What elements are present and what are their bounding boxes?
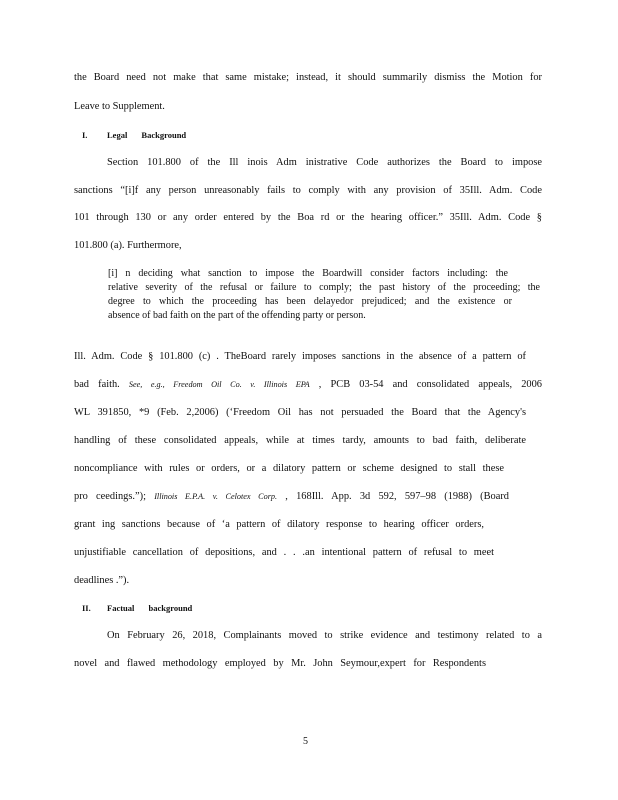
paragraph-line: Section 101.800 of the Ill inois Adm inistrative Code authorizes the Board to impose — [107, 157, 542, 168]
paragraph-text: pro ceedings.”); — [74, 491, 146, 502]
paragraph-line — [74, 379, 542, 390]
block-quote-line: degree to which the proceeding has been delayedor prejudiced; and the existence or — [108, 296, 512, 307]
section-heading: Legal Background — [107, 130, 187, 140]
block-quote-line: absence of bad faith on the part of the offending party or person. — [108, 310, 366, 321]
paragraph-line: Leave to Supplement. — [74, 101, 165, 112]
paragraph-line: Ill. Adm. Code § 101.800 (c) . TheBoard rarely imposes sanctions in the absence of a pattern of — [74, 351, 526, 362]
paragraph-line: sanctions “[i]f any person unreasonably fails to comply with any provision of 35Ill. Adm. Code — [74, 185, 542, 196]
paragraph-line: handling of these consolidated appeals, while at times tardy, amounts to bad faith, deliberate — [74, 435, 526, 446]
case-citation: Illinois E.P.A. v. Celotex Corp. — [154, 492, 278, 501]
paragraph-text: , PCB 03-54 and consolidated appeals, 2006 — [318, 379, 542, 390]
paragraph-line: deadlines .”). — [74, 575, 130, 586]
paragraph-line: noncompliance with rules or orders, or a dilatory pattern or scheme designed to stall these — [74, 463, 504, 474]
block-quote-line: [i] n deciding what sanction to impose the Boardwill consider factors including: the — [108, 268, 508, 279]
page-number: 5 — [303, 736, 308, 747]
section-number: II. — [82, 603, 91, 613]
paragraph-line: unjustifiable cancellation of depositions, and . . .an intentional pattern of refusal to meet — [74, 547, 494, 558]
paragraph-line: 101 through 130 or any order entered by the Boa rd or the hearing officer.” 35Ill. Adm. Code § — [74, 212, 542, 223]
paragraph-line — [74, 491, 509, 502]
paragraph-line: WL 391850, *9 (Feb. 2,2006) (‘Freedom Oil has not persuaded the Board that the Agency's — [74, 407, 526, 418]
paragraph-line: On February 26, 2018, Complainants moved to strike evidence and testimony related to a — [107, 630, 542, 641]
paragraph-line: novel and flawed methodology employed by Mr. John Seymour,expert for Respondents — [74, 658, 486, 669]
section-number: I. — [82, 130, 88, 140]
section-heading: Factual background — [107, 603, 193, 613]
paragraph-text: , 168Ill. App. 3d 592, 597–98 (1988) (Board — [285, 491, 509, 502]
paragraph-line: the Board need not make that same mistake; instead, it should summarily dismiss the Motion for — [74, 72, 542, 83]
block-quote-line: relative severity of the refusal or failure to comply; the past history of the proceeding; the — [108, 282, 540, 293]
paragraph-text: bad faith. — [74, 379, 120, 390]
paragraph-line: 101.800 (a). Furthermore, — [74, 240, 182, 251]
paragraph-line: grant ing sanctions because of ‘a pattern of dilatory response to hearing officer orders, — [74, 519, 484, 530]
case-citation: See, e.g., Freedom Oil Co. v. Illinois EPA — [128, 380, 310, 389]
